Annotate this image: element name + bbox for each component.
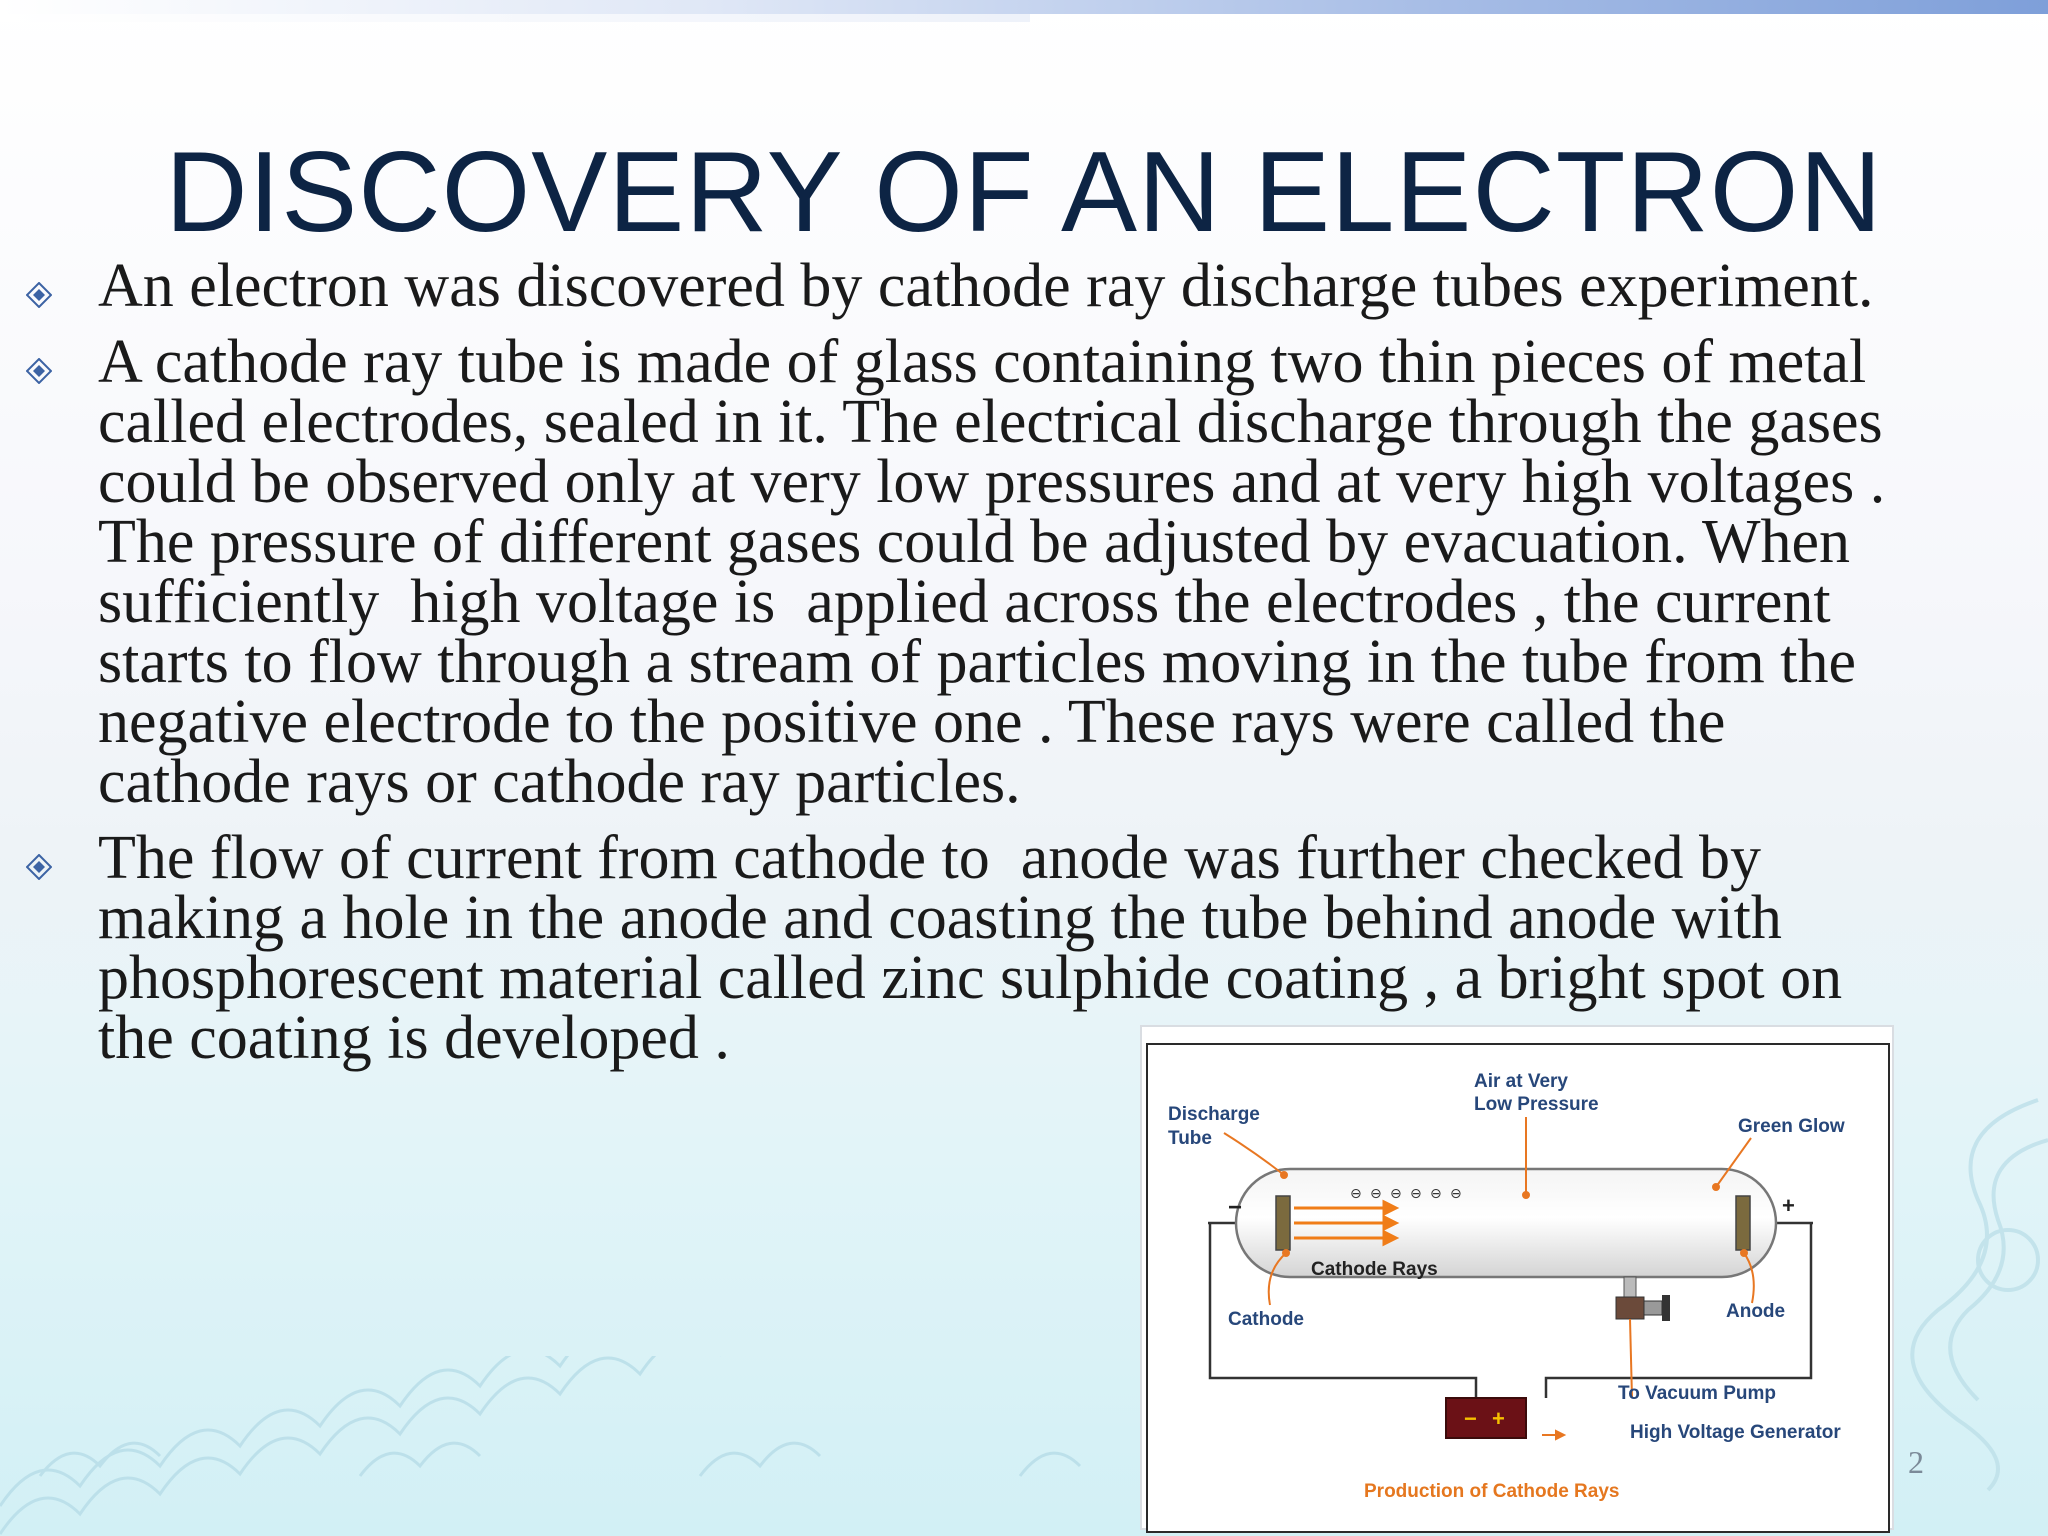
electron-icon: ⊖ [1390,1185,1402,1201]
bullet-list [20,252,2030,1084]
cathode-plate [1276,1196,1290,1250]
label-low-pressure: Low Pressure [1474,1094,1599,1115]
label-air: Air at Very [1474,1071,1568,1092]
cathode-ray-tube-diagram [1146,1043,1890,1533]
label-generator: High Voltage Generator [1630,1422,1841,1443]
swirl-decoration [1888,1080,2048,1500]
cathode-terminal-minus: − [1228,1194,1243,1221]
anode-terminal-plus: + [1782,1193,1795,1218]
high-voltage-generator [1446,1398,1526,1438]
electron-icon: ⊖ [1350,1185,1362,1201]
bullet-item [20,328,2030,816]
diamond-bullet-icon [26,358,52,384]
label-discharge: Discharge [1168,1104,1260,1125]
bullet-text: An electron was discovered by cathode ray discharge tubes experiment. [98,252,1874,320]
top-decorative-band-secondary [0,14,1030,22]
cathode-ray-arrows [1294,1202,1396,1244]
bullet-text: A cathode ray tube is made of glass containing two thin pieces of metal called electrodes, sealed in it. The electrical discharge through the gases could be observed only at very low pressures and at very high voltages . The pressure of different gases could be adjusted by evacuation. When sufficiently high voltage is applied across the electrodes , the current starts to flow through a stream of particles moving in the tube from the negative electrode to the positive one . These rays were called the cathode rays or cathode ray particles. [98,328,1886,816]
vacuum-pump-valve [1616,1277,1670,1321]
label-tube: Tube [1168,1128,1212,1149]
diagram-caption: Production of Cathode Rays [1364,1481,1620,1502]
bullet-text: The flow of current from cathode to anode was further checked by making a hole in the anode and coasting the tube behind anode with phosphorescent material called zinc sulphide coating , a bright spot on the coating is developed . [98,824,1843,1072]
generator-plus: + [1492,1406,1505,1431]
slide-title: DISCOVERY OF AN ELECTRON [165,129,1883,256]
diamond-bullet-icon [26,854,52,880]
label-vacuum-pump: To Vacuum Pump [1618,1383,1777,1404]
generator-minus: − [1464,1406,1477,1431]
slide-number: 2 [1908,1444,1924,1480]
electron-icon: ⊖ [1430,1185,1442,1201]
bullet-item [20,252,2030,320]
label-cathode: Cathode [1228,1309,1304,1330]
anode-plate [1736,1196,1750,1250]
label-anode: Anode [1726,1301,1786,1322]
electron-icon: ⊖ [1410,1185,1422,1201]
label-green-glow: Green Glow [1738,1116,1845,1137]
diamond-bullet-icon [26,282,52,308]
top-decorative-band [0,0,2048,14]
label-cathode-rays: Cathode Rays [1311,1259,1438,1280]
electron-icon: ⊖ [1450,1185,1462,1201]
electron-icon: ⊖ [1370,1185,1382,1201]
